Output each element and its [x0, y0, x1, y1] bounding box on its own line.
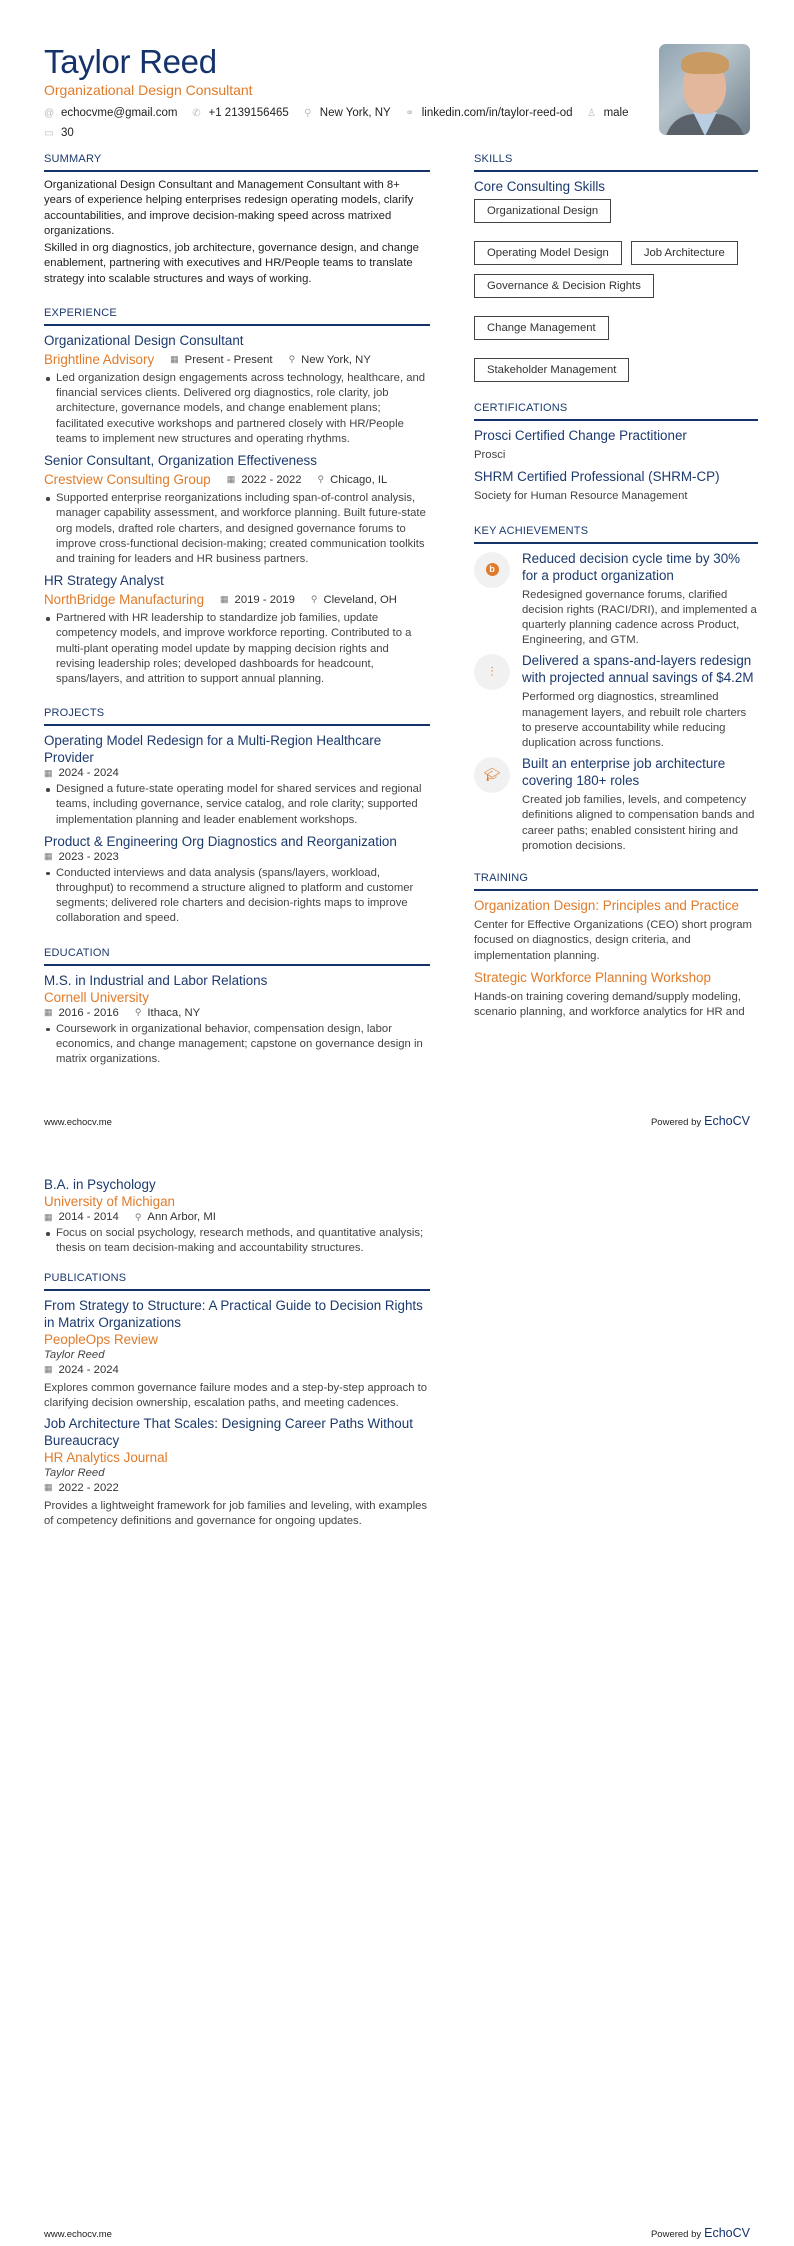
achievement-item [474, 755, 758, 854]
experience-section [44, 307, 430, 687]
achievement-title: Built an enterprise job architecture covering 180+ roles [522, 756, 726, 789]
summary-section [44, 153, 430, 287]
skill-chip: Job Architecture [631, 241, 738, 265]
section-title: EDUCATION [44, 947, 430, 966]
publication-summary: Explores common governance failure modes and a step-by-step approach to clarifying decision ownership, escalation paths, and meeting cadences. [44, 1381, 428, 1409]
certification-item [474, 468, 758, 504]
education-item: B.A. in Psychology University of Michigan ▦ 2014 - 2014 ⚲ Ann Arbor, MI Focus on social psychology, research methods, and quantitative analysis; thesis on team decision-making and accountability structures. [44, 1176, 430, 1256]
bullet-text: Supported enterprise reorganizations including span-of-control analysis, manager capability assessment, and workforce planning. Built future-state org models, drafted role charters, and designed governance forums to improve cross-functional decision-making; created communication toolkits and training for leaders and HR business partners. [44, 491, 430, 567]
section-title: TRAINING [474, 872, 758, 891]
contact-list [44, 106, 664, 141]
calendar-icon: ▦ [170, 354, 179, 365]
bitcoin-badge-icon: b [474, 552, 510, 588]
project-item: Product & Engineering Org Diagnostics and Reorganization ▦ 2023 - 2023 Conducted interviews and data analysis (spans/layers, workload, throughput) to recommend a structure aligned to platform and customer segments; delivered role charters and decision-rights maps to improve collaboration and speed. [44, 833, 430, 927]
link-icon: ⚭ [405, 108, 414, 119]
company-name: Brightline Advisory [44, 352, 155, 368]
skills-section [474, 153, 758, 382]
section-title: PUBLICATIONS [44, 1272, 430, 1291]
person-icon: ♙ [587, 108, 597, 119]
footer-website[interactable]: www.echocv.me [44, 1117, 112, 1128]
graduation-cap-icon: 🎓︎ [474, 757, 510, 793]
training-name: Strategic Workforce Planning Workshop [474, 969, 711, 985]
experience-item: Senior Consultant, Organization Effectiveness Crestview Consulting Group ▦ 2022 - 2022 ⚲ Chicago, IL Supported enterprise reorganizations including span-of-control analysis, manager capability assessment, and workforce planning. Built future-state org models, drafted role charters, and designed governance forums to improve cross-functional decision-making; created communication toolkits and training for leaders and HR business partners. [44, 452, 430, 567]
bullet-text: Focus on social psychology, research methods, and quantitative analysis; thesis on team decision-making and accountability structures. [44, 1226, 430, 1256]
contact-age: ▭ 30 [44, 127, 74, 139]
calendar-icon: ▦ [44, 851, 53, 862]
calendar-icon: ▦ [44, 1211, 53, 1222]
project-name: Operating Model Redesign for a Multi-Region Healthcare Provider [44, 733, 382, 766]
profile-photo [659, 44, 750, 135]
certification-issuer: Prosci [474, 449, 506, 461]
section-title: EXPERIENCE [44, 307, 430, 326]
bullet-text: Partnered with HR leadership to standardize job families, update competency models, and improve workforce reporting. Contributed to a multi-plant operating model update by mapping decision rights and revising leadership roles; developed dashboards for headcount, spans/layers, and attrition to support annual planning. [44, 611, 430, 687]
training-text: Center for Effective Organizations (CEO) short program focused on diagnostics, design criteria, and implementation planning. [474, 919, 752, 962]
contact-gender: ♙ male [587, 107, 629, 119]
education-section [44, 947, 430, 1068]
location-pin-icon: ⚲ [134, 1007, 142, 1018]
certification-issuer: Society for Human Resource Management [474, 490, 688, 503]
job-title: Senior Consultant, Organization Effectiveness [44, 453, 317, 469]
publication-item: From Strategy to Structure: A Practical Guide to Decision Rights in Matrix Organizations PeopleOps Review Taylor Reed ▦ 2024 - 2024 Explores common governance failure modes and a step-by-step approach to clarifying decision ownership, escalation paths, and meeting cadences. [44, 1297, 430, 1411]
school-name: Cornell University [44, 989, 149, 1005]
achievement-title: Reduced decision cycle time by 30% for a product organization [522, 550, 741, 583]
calendar-icon: ▦ [220, 594, 229, 605]
training-text: Hands-on training covering demand/supply modeling, scenario planning, and workforce analytics for HR and [474, 990, 745, 1019]
calendar-icon: ▭ [44, 128, 54, 139]
publication-item: Job Architecture That Scales: Designing Career Paths Without Bureaucracy HR Analytics Journal Taylor Reed ▦ 2022 - 2022 Provides a lightweight framework for job families and leveling, with examples of competency definitions and governance for ongoing updates. [44, 1415, 430, 1529]
candidate-name: Taylor Reed [44, 43, 217, 80]
calendar-icon: ▦ [44, 767, 53, 778]
brand-name[interactable]: EchoCV [704, 2226, 750, 2240]
education-item: M.S. in Industrial and Labor Relations Cornell University ▦ 2016 - 2016 ⚲ Ithaca, NY Coursework in organizational behavior, compensation design, labor economics, and change management; capstone on governance design in matrix organizations. [44, 972, 430, 1068]
certification-name: Prosci Certified Change Practitioner [474, 428, 687, 443]
resume-header [44, 44, 750, 141]
achievement-text: Performed org diagnostics, streamlined management layers, and rebuilt role charters to preserve accountability while reducing duplication across functions. [522, 691, 747, 750]
section-title: KEY ACHIEVEMENTS [474, 525, 758, 544]
publications-section [44, 1272, 430, 1529]
location-pin-icon: ⚲ [304, 108, 312, 119]
skill-chip: Organizational Design [474, 199, 611, 223]
achievement-text: Redesigned governance forums, clarified decision rights (RACI/DRI), and implemented a quarterly planning cadence across Product, Engineering, and GTM. [522, 588, 757, 647]
publication-title: From Strategy to Structure: A Practical Guide to Decision Rights in Matrix Organizations [44, 1298, 423, 1331]
achievement-title: Delivered a spans-and-layers redesign with projected annual savings of $4.2M [522, 653, 754, 686]
sliders-icon: ⫶ [474, 654, 510, 690]
bullet-text: Designed a future-state operating model for shared services and regional teams, including governance, service catalog, and role clarity; supported implementation planning and leader enablement workshops. [44, 782, 430, 828]
publication-summary: Provides a lightweight framework for job families and leveling, with examples of competency definitions and governance for ongoing updates. [44, 1499, 428, 1527]
page-footer [44, 1114, 750, 1128]
company-name: NorthBridge Manufacturing [44, 592, 205, 608]
training-section [474, 872, 758, 1025]
certification-item [474, 427, 758, 463]
left-column [44, 153, 430, 1067]
skill-chips [474, 199, 758, 382]
project-item: Operating Model Redesign for a Multi-Region Healthcare Provider ▦ 2024 - 2024 Designed a future-state operating model for shared services and regional teams, including governance, service catalog, and role clarity; supported implementation planning and leader enablement workshops. [44, 732, 430, 828]
publication-title: Job Architecture That Scales: Designing Career Paths Without Bureaucracy [44, 1416, 413, 1449]
job-title: HR Strategy Analyst [44, 573, 164, 589]
projects-section [44, 707, 430, 926]
contact-email[interactable]: @ echocvme@gmail.com [44, 107, 178, 119]
candidate-role: Organizational Design Consultant [44, 82, 253, 98]
brand-name[interactable]: EchoCV [704, 1114, 750, 1128]
experience-item: Organizational Design Consultant Brightline Advisory ▦ Present - Present ⚲ New York, NY Led organization design engagements across technology, healthcare, and financial services clients. Delivered org diagnostics, role clarity, job architecture, governance models, and change enablement plans; facilitated executive workshops and partnered closely with HR/People teams to implement new structures and operating rhythms. [44, 332, 430, 447]
calendar-icon: ▦ [226, 474, 236, 485]
summary-paragraph: Skilled in org diagnostics, job architecture, governance design, and change enablement, partnering with executives and HR/People teams to translate strategy into scalable structures and ways of working. [44, 242, 419, 285]
experience-item: HR Strategy Analyst NorthBridge Manufacturing ▦ 2019 - 2019 ⚲ Cleveland, OH Partnered with HR leadership to standardize job families, update competency models, and improve workforce reporting. Contributed to a multi-plant operating model update by mapping decision rights and revising leadership roles; developed dashboards for headcount, spans/layers, and attrition to support annual planning. [44, 572, 430, 687]
publication-author: Taylor Reed [44, 1349, 105, 1362]
skill-chip: Governance & Decision Rights [474, 274, 654, 298]
calendar-icon: ▦ [44, 1482, 53, 1493]
job-title: Organizational Design Consultant [44, 333, 244, 349]
company-name: Crestview Consulting Group [44, 472, 211, 488]
page-footer [44, 2226, 750, 2240]
training-item [474, 969, 758, 1025]
skill-chip: Stakeholder Management [474, 358, 629, 382]
publication-author: Taylor Reed [44, 1467, 105, 1480]
bullet-text: Led organization design engagements across technology, healthcare, and financial services clients. Delivered org diagnostics, role clarity, job architecture, governance models, and change enablement plans; facilitated executive workshops and partnered closely with HR/People teams to implement new structures and operating rhythms. [44, 371, 430, 447]
location-pin-icon: ⚲ [134, 1211, 142, 1222]
school-name: University of Michigan [44, 1194, 175, 1209]
training-item [474, 897, 758, 964]
project-name: Product & Engineering Org Diagnostics and Reorganization [44, 833, 397, 849]
contact-linkedin[interactable]: ⚭ linkedin.com/in/taylor-reed-od [405, 107, 573, 119]
powered-by: Powered by EchoCV [650, 1114, 750, 1128]
certifications-section [474, 402, 758, 505]
contact-phone[interactable]: ✆ +1 2139156465 [192, 107, 289, 119]
degree: M.S. in Industrial and Labor Relations [44, 972, 268, 988]
calendar-icon: ▦ [44, 1007, 53, 1018]
bullet-text: Conducted interviews and data analysis (spans/layers, workload, throughput) to recommend a structure aligned to platform and customer segments; delivered role charters and decision-rights maps to improve collaboration and speed. [44, 866, 430, 927]
at-icon: @ [44, 108, 55, 119]
location-pin-icon: ⚲ [317, 474, 325, 485]
publisher: HR Analytics Journal [44, 1450, 168, 1466]
achievement-item [474, 550, 758, 649]
phone-icon: ✆ [192, 108, 201, 119]
bullet-text: Coursework in organizational behavior, compensation design, labor economics, and change management; capstone on governance design in matrix organizations. [44, 1022, 430, 1068]
calendar-icon: ▦ [44, 1364, 53, 1375]
right-column [474, 153, 758, 1025]
skill-chip: Change Management [474, 316, 609, 340]
certification-name: SHRM Certified Professional (SHRM-CP) [474, 469, 720, 485]
achievements-section [474, 525, 758, 854]
section-title: SUMMARY [44, 153, 430, 172]
training-name: Organization Design: Principles and Practice [474, 898, 739, 914]
skill-chip: Operating Model Design [474, 241, 622, 265]
powered-by: Powered by EchoCV [650, 2226, 750, 2240]
left-column-page-2 [44, 1176, 430, 1529]
degree: B.A. in Psychology [44, 1177, 156, 1192]
achievement-item [474, 652, 758, 751]
contact-location: ⚲ New York, NY [304, 107, 391, 119]
location-pin-icon: ⚲ [310, 594, 318, 605]
location-pin-icon: ⚲ [288, 354, 296, 365]
footer-website[interactable]: www.echocv.me [44, 2229, 112, 2240]
publisher: PeopleOps Review [44, 1332, 158, 1348]
skill-group-title: Core Consulting Skills [474, 179, 605, 194]
section-title: SKILLS [474, 153, 758, 172]
summary-paragraph: Organizational Design Consultant and Management Consultant with 8+ years of experience helping enterprises redesign operating models, clarify accountabilities, and improve decision-making speed across matrixed organizations. [44, 179, 414, 237]
section-title: PROJECTS [44, 707, 430, 726]
achievement-text: Created job families, levels, and competency definitions aligned to compensation bands and career paths; enabled consistent hiring and promotion decisions. [522, 794, 755, 852]
section-title: CERTIFICATIONS [474, 402, 758, 421]
